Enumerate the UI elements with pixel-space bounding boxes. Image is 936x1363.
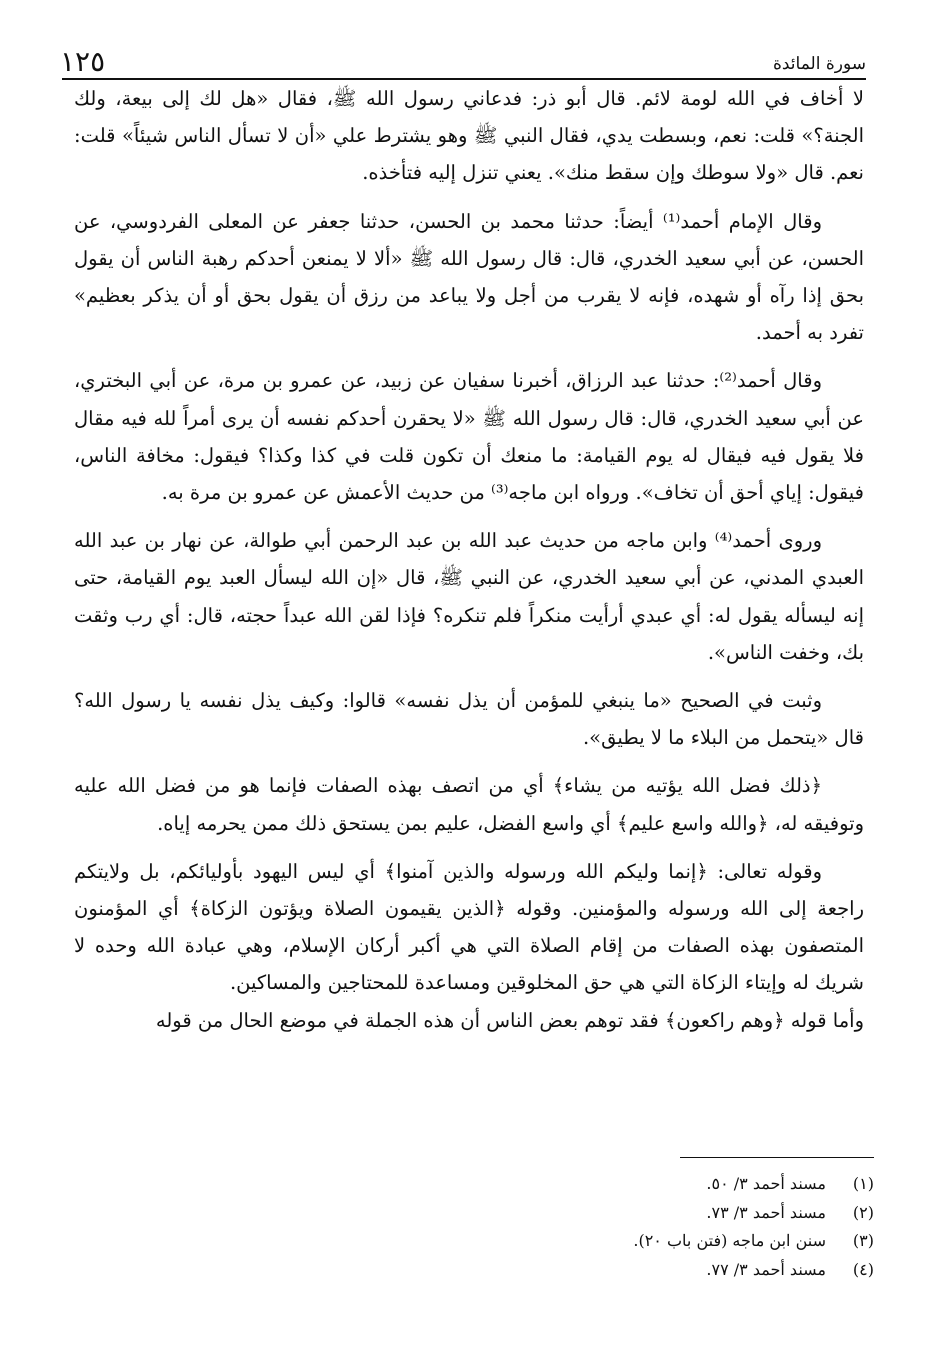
paragraph: وقال أحمد⁽²⁾: حدثنا عبد الرزاق، أخبرنا سفيان عن زبيد، عن عمرو بن مرة، عن أبي البختري، عن أبي سعيد الخدري، قال: قال رسول الله ﷺ «لا يحقرن أحدكم نفسه أن يرى أمراً لله فيه مقال فلا يقول فيه فيقال له يوم القيامة: ما منعك أن تكون قلت في كذا وكذا؟ فيقول: مخافة الناس، فيقول: إياي أحق أن تخاف». ورواه ابن ماجه⁽³⁾ من حديث الأعمش عن عمرو بن مرة به.	[74, 369, 864, 505]
footnote-number: (٢)	[852, 1202, 874, 1222]
footnote-text: مسند أحمد ٣/ ٧٣.	[706, 1202, 826, 1222]
paragraph: وقال الإمام أحمد⁽¹⁾ أيضاً: حدثنا محمد بن الحسن، حدثنا جعفر عن المعلى الفردوسي، عن الحسن، عن أبي سعيد الخدري، قال: قال رسول الله ﷺ «ألا لا يمنعن أحدكم رهبة الناس أن يقول بحق إذا رآه أو شهده، فإنه لا يقرب من أجل ولا يباعد من رزق أن يقول بحق أو أن يذكر بعظيم» تفرد به أحمد.	[74, 209, 864, 345]
footnote-number: (١)	[852, 1174, 874, 1193]
page-header	[60, 38, 866, 78]
paragraph: وروى أحمد⁽⁴⁾ وابن ماجه من حديث عبد الله بن عبد الرحمن أبي طوالة، عن نهار بن عبد الله العبدي المدني، عن أبي سعيد الخدري، عن النبي ﷺ، قال «إن الله ليسأل العبد يوم القيامة، حتى إنه ليسأله يقول له: أي عبدي أرأيت منكراً فلم تنكره؟ فإذا لقن الله عبداً حجته، قال: أي رب وثقت بك، وخفت الناس».	[74, 529, 864, 664]
running-title: سورة المائدة	[772, 54, 866, 74]
footnote-text: مسند أحمد ٣/ ٥٠.	[706, 1174, 826, 1193]
footnotes	[374, 1170, 874, 1284]
paragraph: وأما قوله ﴿وهم راكعون﴾ فقد توهم بعض الناس أن هذه الجملة في موضع الحال من قوله	[155, 1008, 864, 1032]
footnote-text: سنن ابن ماجه (فتن باب ٢٠).	[633, 1231, 826, 1250]
footnote-text: مسند أحمد ٣/ ٧٧.	[706, 1259, 826, 1279]
footnote-rule	[680, 1157, 874, 1158]
paragraph: وثبت في الصحيح «ما ينبغي للمؤمن أن يذل نفسه» قالوا: وكيف يذل نفسه يا رسول الله؟ قال «يتحمل من البلاء ما لا يطيق».	[74, 689, 864, 750]
footnote	[374, 1170, 874, 1199]
paragraph: وقوله تعالى: ﴿إنما وليكم الله ورسوله والذين آمنوا﴾ أي ليس اليهود بأوليائكم، بل ولايتكم راجعة إلى الله ورسوله والمؤمنين. وقوله ﴿الذين يقيمون الصلاة ويؤتون الزكاة﴾ أي المؤمنون المتصفون بهذه الصفات من إقام الصلاة التي هي أكبر أركان الإسلام، وهي عبادة الله وحده لا شريك له وإيتاء الزكاة التي هي حق المخلوقين ومساعدة للمحتاجين والمساكين.	[74, 859, 864, 995]
footnote	[374, 1199, 874, 1228]
page-number: ١٢٥	[60, 45, 106, 78]
footnote	[374, 1256, 874, 1285]
paragraph: ﴿ذلك فضل الله يؤتيه من يشاء﴾ أي من اتصف بهذه الصفات فإنما هو من فضل الله عليه وتوفيقه له، ﴿والله واسع عليم﴾ أي واسع الفضل، عليم بمن يستحق ذلك ممن يحرمه إياه.	[74, 774, 864, 835]
footnote	[374, 1227, 874, 1256]
footnote-number: (٤)	[852, 1259, 874, 1279]
paragraph: لا أخاف في الله لومة لائم. قال أبو ذر: فدعاني رسول الله ﷺ، فقال «هل لك إلى بيعة، ولك الجنة؟» قلت: نعم، وبسطت يدي، فقال النبي ﷺ وهو يشترط علي «أن لا تسأل الناس شيئاً» قلت: نعم. قال «ولا سوطك وإن سقط منك». يعني تنزل إليه فتأخذه.	[74, 87, 864, 185]
footnote-number: (٣)	[852, 1231, 874, 1250]
main-text	[74, 80, 864, 1050]
